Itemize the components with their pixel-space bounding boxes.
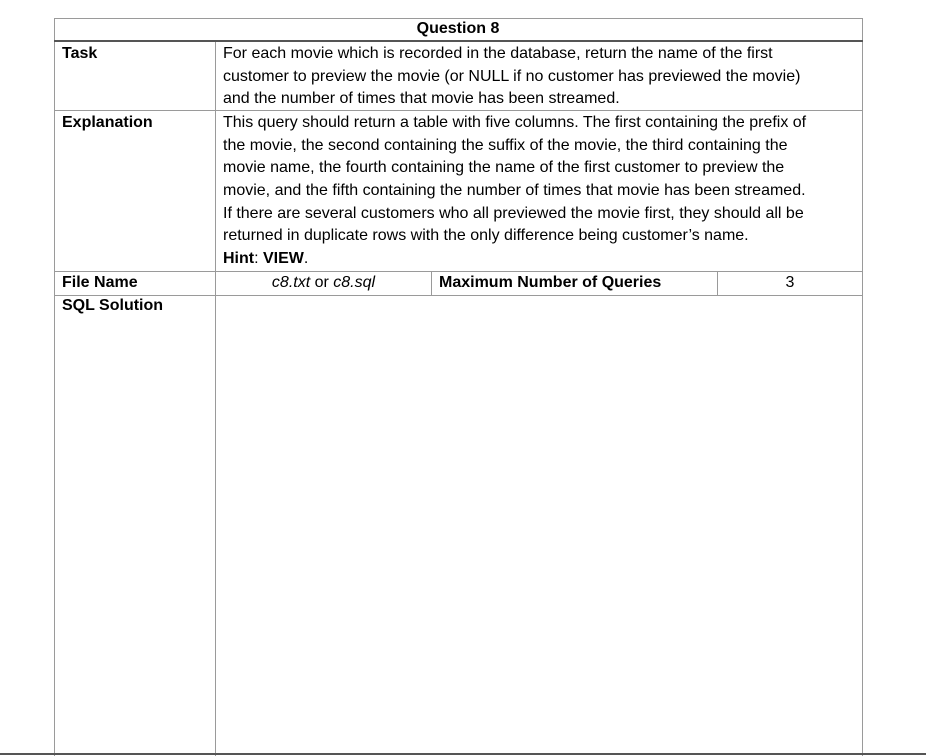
explanation-line: movie name, the fourth containing the name of the first customer to preview the xyxy=(223,159,785,177)
filename-sql: c8.sql xyxy=(333,274,376,291)
explanation-line: movie, and the fifth containing the number of times that movie has been streamed. xyxy=(223,182,806,200)
explanation-text xyxy=(223,112,806,271)
hint-end: . xyxy=(303,250,309,268)
filename-txt: c8.txt xyxy=(271,274,311,291)
explanation-line: This query should return a table with five columns. The first containing the prefix of xyxy=(223,114,807,131)
title-bottom-border xyxy=(54,40,863,42)
filename-divider-1 xyxy=(431,271,432,295)
task-line: For each movie which is recorded in the database, return the name of the first xyxy=(223,45,773,62)
sql-solution-area[interactable] xyxy=(216,296,861,752)
table-left-border xyxy=(54,18,55,756)
task-line: customer to preview the movie (or NULL if no customer has previewed the movie) xyxy=(223,67,801,85)
hint-label: Hint xyxy=(223,250,255,268)
filename-value xyxy=(216,272,431,295)
task-text xyxy=(223,43,800,111)
sql-solution-label: SQL Solution xyxy=(62,297,164,314)
filename-label: File Name xyxy=(62,274,138,291)
explanation-label: Explanation xyxy=(62,114,153,131)
hint-value: VIEW xyxy=(263,250,304,268)
max-queries-label: Maximum Number of Queries xyxy=(439,274,662,291)
filename-or: or xyxy=(310,274,334,291)
hint-separator: : xyxy=(254,250,263,268)
task-line: and the number of times that movie has been streamed. xyxy=(223,90,620,108)
page-bottom-line xyxy=(0,753,926,755)
hint-line xyxy=(223,248,806,271)
task-label: Task xyxy=(62,45,98,62)
table-right-border xyxy=(862,18,863,756)
explanation-line: If there are several customers who all previewed the movie first, they should all be xyxy=(223,204,804,222)
explanation-line: the movie, the second containing the suffix of the movie, the third containing the xyxy=(223,136,788,154)
max-queries-value: 3 xyxy=(785,274,795,291)
explanation-line: returned in duplicate rows with the only difference being customer’s name. xyxy=(223,227,749,245)
question-title: Question 8 xyxy=(416,20,500,37)
